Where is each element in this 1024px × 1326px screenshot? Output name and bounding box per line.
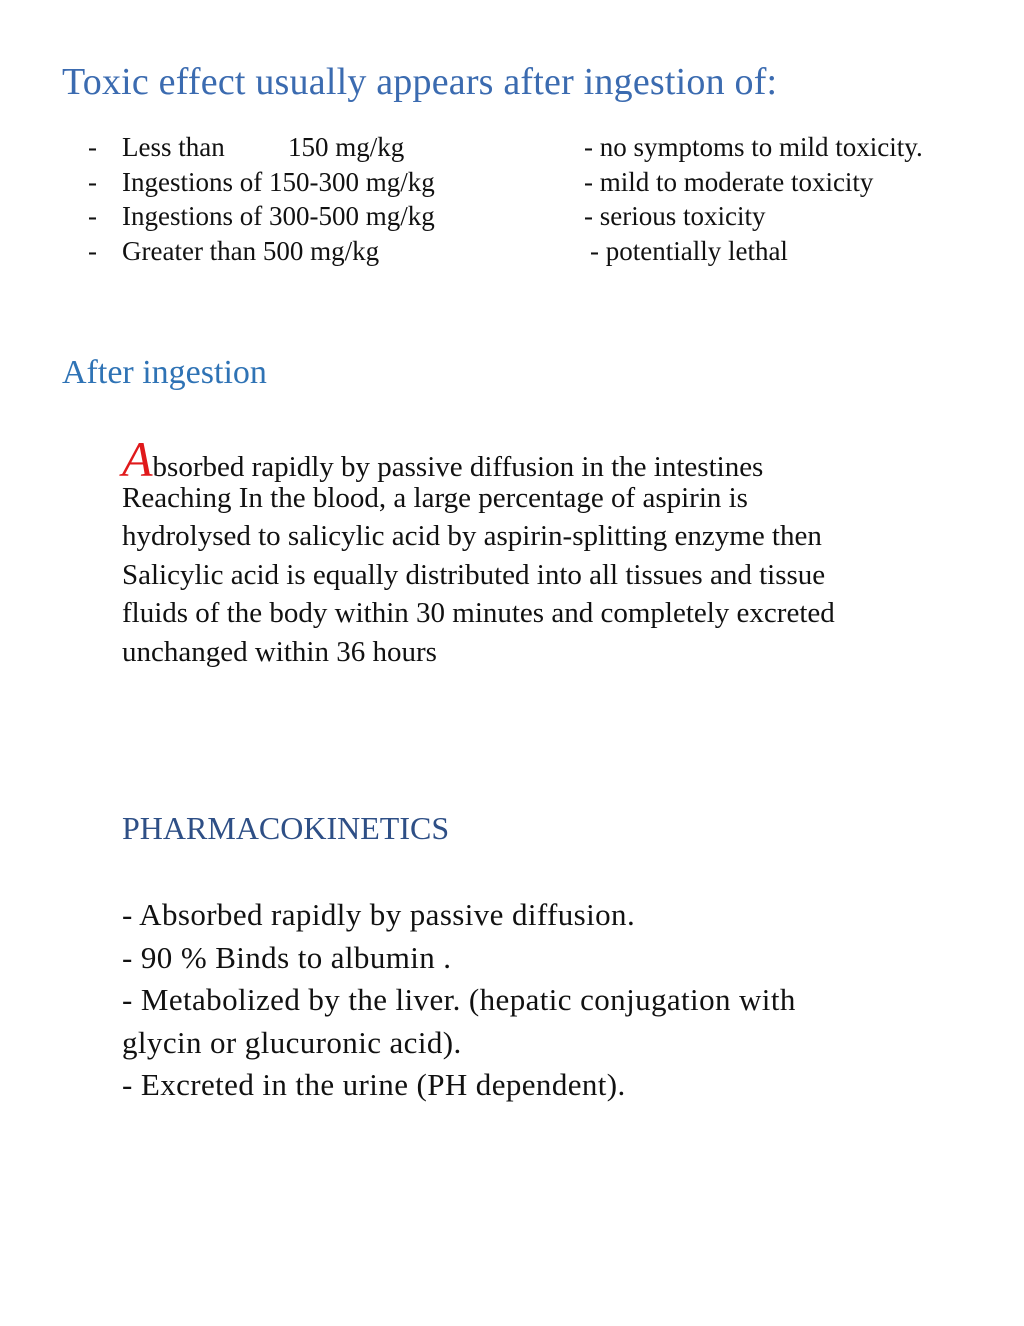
pharmacokinetics-list <box>122 894 796 1107</box>
list-item: - Absorbed rapidly by passive diffusion. <box>122 897 636 932</box>
paragraph-line: unchanged within 36 hours <box>122 635 437 668</box>
paragraph-line-text: bsorbed rapidly by passive diffusion in the intestines <box>152 451 764 483</box>
paragraph-line: hydrolysed to salicylic acid by aspirin-splitting enzyme then <box>122 520 822 552</box>
paragraph-line: fluids of the body within 30 minutes and completely excreted <box>122 597 835 629</box>
dose-row-amount: 150 mg/kg <box>288 132 405 162</box>
dose-row-label: Ingestions of 300-500 mg/kg <box>122 201 435 231</box>
list-item: glycin or glucuronic acid). <box>122 1024 462 1060</box>
list-item: - 90 % Binds to albumin . <box>122 939 452 975</box>
after-ingestion-paragraph <box>122 431 982 671</box>
paragraph-line <box>122 431 982 487</box>
dose-row-effect: - serious toxicity <box>584 201 766 231</box>
dose-row-label: Greater than 500 mg/kg <box>122 235 380 266</box>
dose-row-effect: - mild to moderate toxicity <box>584 166 874 197</box>
dose-row-effect: - potentially lethal <box>590 235 788 266</box>
pharmacokinetics-heading: PHARMACOKINETICS <box>122 810 450 846</box>
list-item: - Metabolized by the liver. (hepatic conjugation with <box>122 982 796 1017</box>
dose-row-effect: - no symptoms to mild toxicity. <box>584 132 923 162</box>
dose-row-label: Ingestions of 150-300 mg/kg <box>122 166 435 197</box>
toxic-effect-heading: Toxic effect usually appears after ingestion of: <box>62 61 778 103</box>
dose-row-dash: - <box>88 166 97 197</box>
dose-row-label: Less than <box>122 132 225 162</box>
drop-cap: A <box>122 431 153 487</box>
after-ingestion-heading: After ingestion <box>62 354 267 391</box>
paragraph-line: Reaching In the blood, a large percentage of aspirin is <box>122 481 748 514</box>
paragraph-line: Salicylic acid is equally distributed into all tissues and tissue <box>122 558 826 591</box>
dose-row-dash: - <box>88 235 97 266</box>
dose-row-dash: - <box>88 132 97 162</box>
dose-row-dash: - <box>88 201 97 231</box>
list-item: - Excreted in the urine (PH dependent). <box>122 1067 626 1102</box>
